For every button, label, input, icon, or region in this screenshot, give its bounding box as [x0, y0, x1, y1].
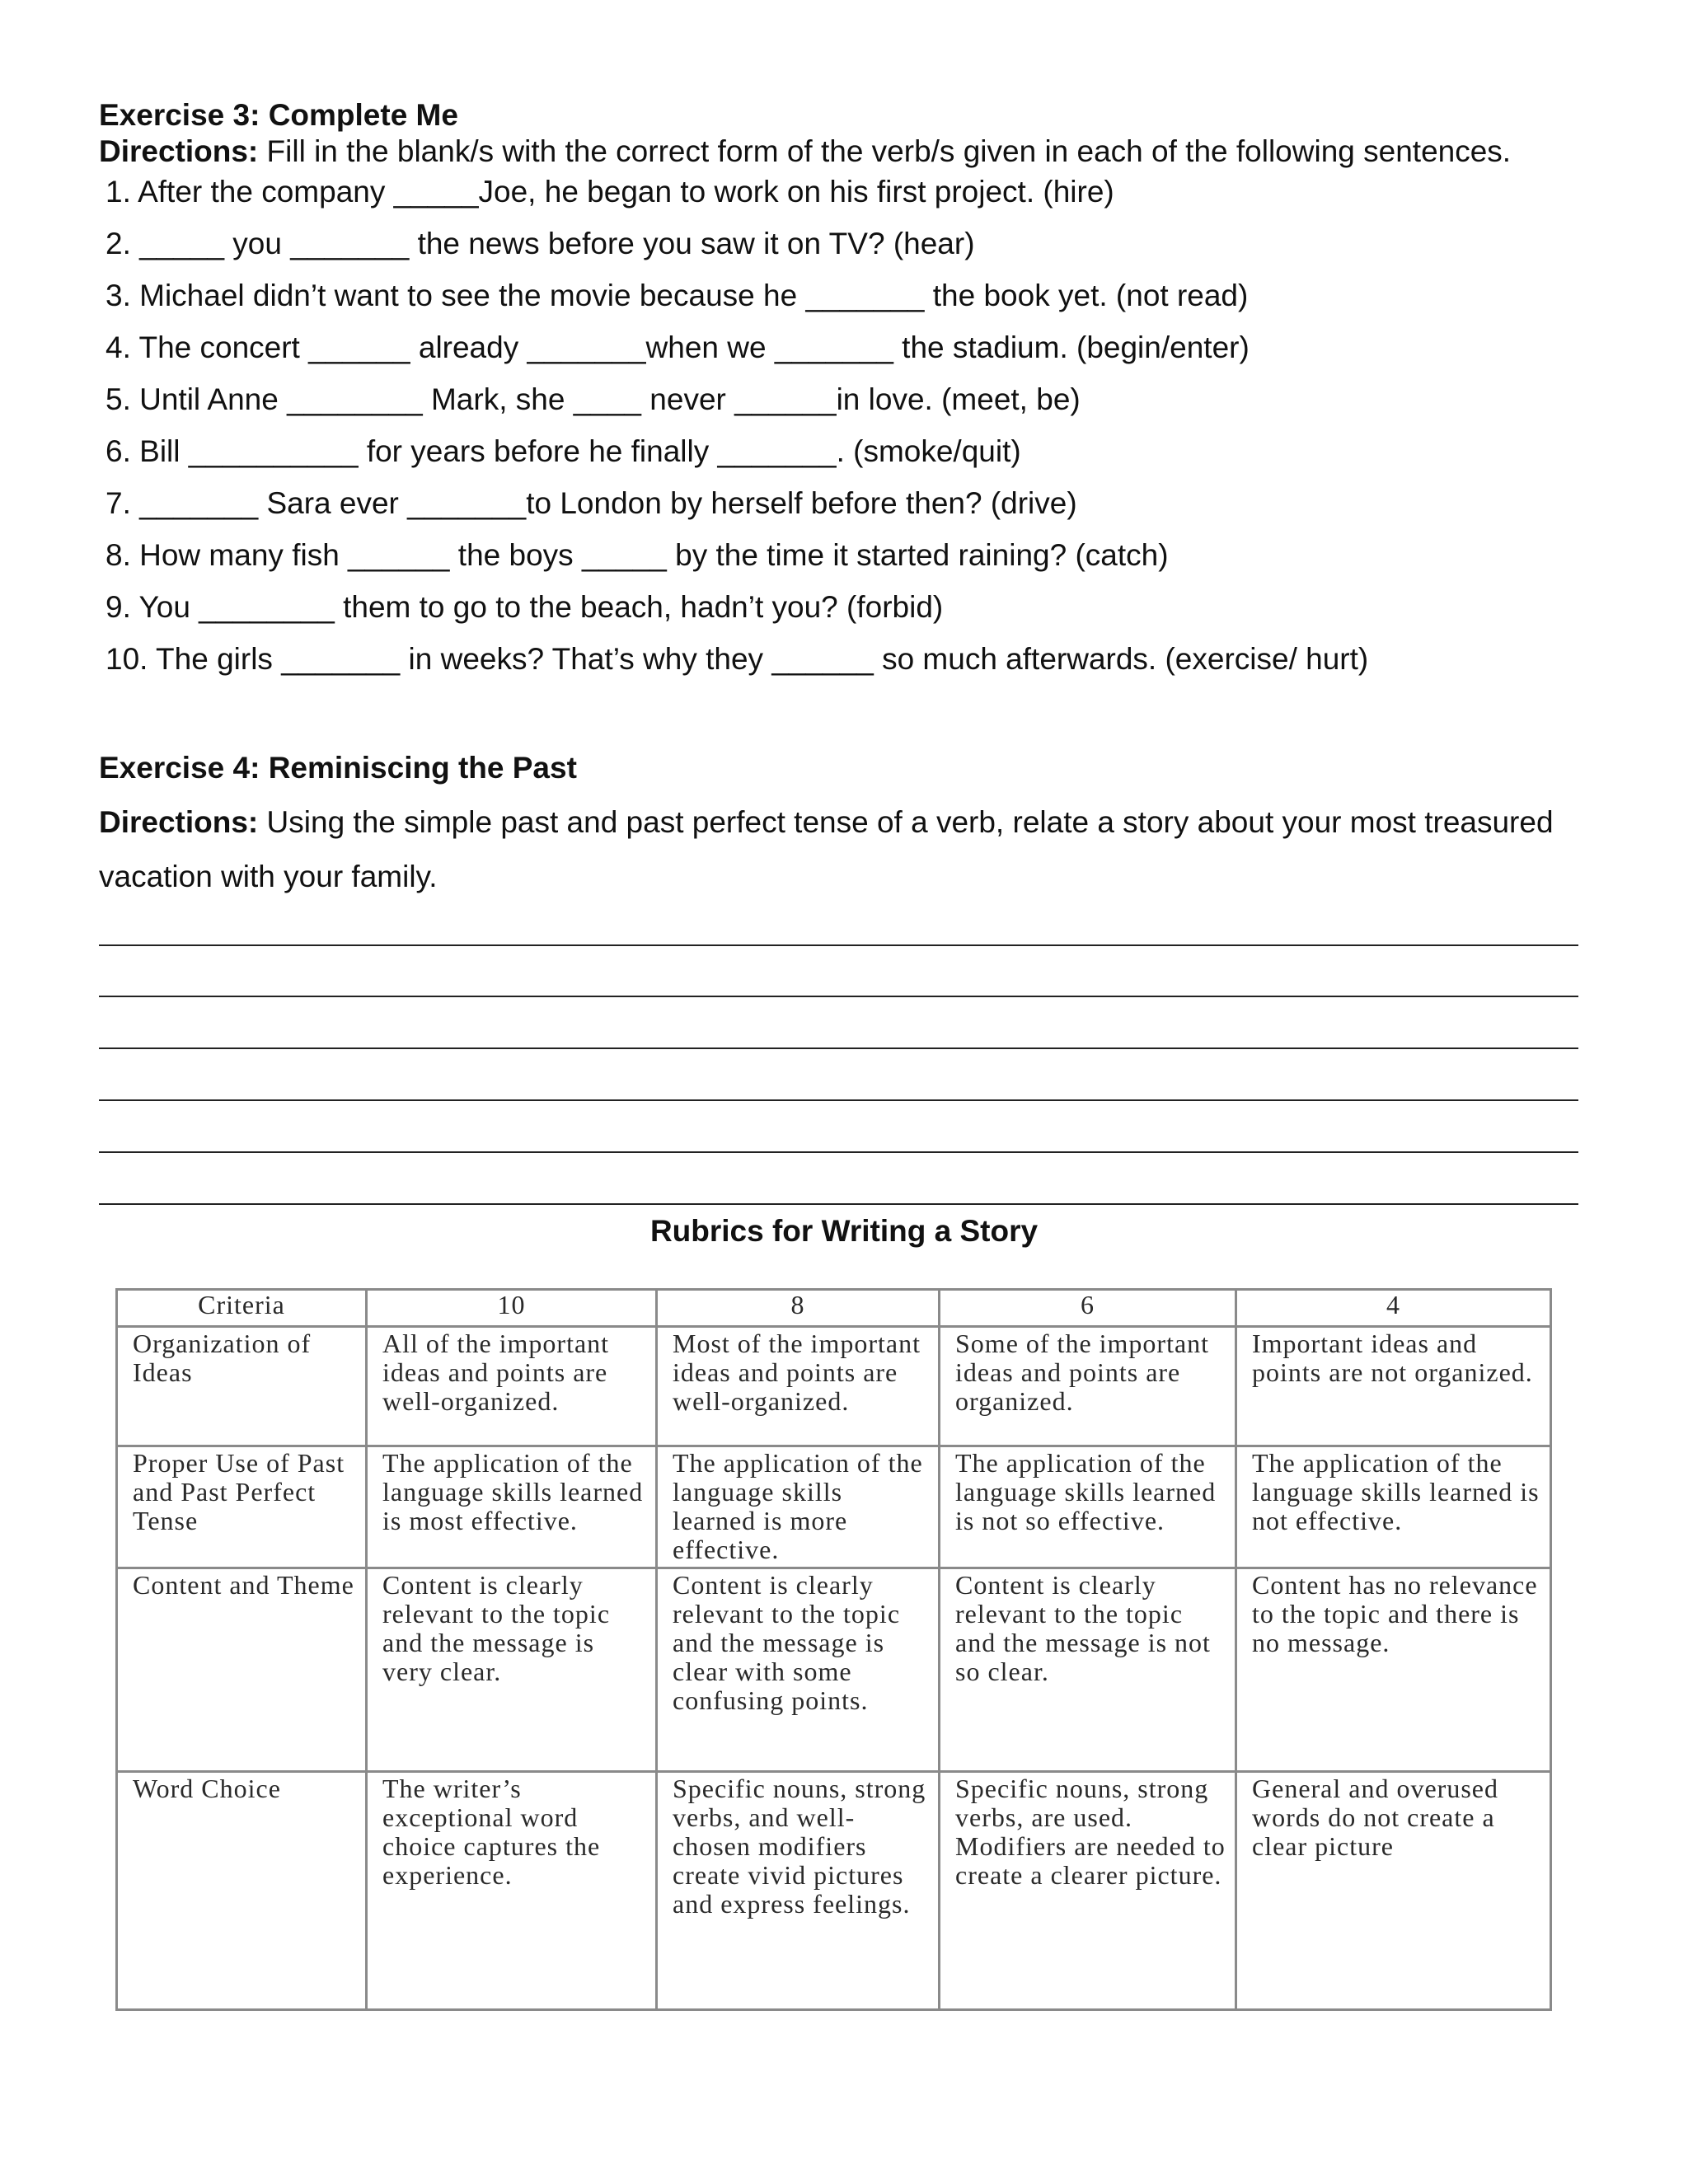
- exercise-item: 6. Bill __________ for years before he finally _______. (smoke/quit): [106, 434, 1021, 468]
- rubric-cell: Specific nouns, strong verbs, are used. Modifiers are needed to create a clearer picture.: [940, 1771, 1236, 2009]
- exercise3-directions-text: Fill in the blank/s with the correct form of the verb/s given in each of the following sentences.: [258, 134, 1512, 168]
- exercise4-directions-label: Directions:: [99, 805, 259, 839]
- rubric-title: Rubrics for Writing a Story: [649, 1214, 1039, 1248]
- rubric-cell: All of the important ideas and points are well-organized.: [367, 1327, 657, 1446]
- rubric-header-criteria: Criteria: [117, 1290, 367, 1327]
- writing-line[interactable]: [99, 1099, 1578, 1101]
- exercise-item: 1. After the company _____Joe, he began to work on his first project. (hire): [106, 175, 1114, 209]
- rubric-cell: The application of the language skills learned is more effective.: [657, 1446, 940, 1568]
- writing-line[interactable]: [99, 1203, 1578, 1205]
- rubric-header-score: 6: [940, 1290, 1236, 1327]
- rubric-cell: The application of the language skills learned is not so effective.: [940, 1446, 1236, 1568]
- exercise4-title: Exercise 4: Reminiscing the Past: [99, 751, 577, 785]
- rubric-cell: Some of the important ideas and points are organized.: [940, 1327, 1236, 1446]
- exercise-item: 8. How many fish ______ the boys _____ by the time it started raining? (catch): [106, 538, 1169, 572]
- rubric-cell: Important ideas and points are not organized.: [1236, 1327, 1551, 1446]
- exercise3-directions: [99, 134, 1511, 170]
- exercise-item: 10. The girls _______ in weeks? That’s why they ______ so much afterwards. (exercise/ hurt): [106, 642, 1369, 676]
- rubric-cell: The application of the language skills learned is most effective.: [367, 1446, 657, 1568]
- exercise-item: 7. _______ Sara ever _______to London by herself before then? (drive): [106, 486, 1077, 520]
- exercise4-directions-text: Using the simple past and past perfect tense of a verb, relate a story about your most treasured vacation with your family.: [99, 805, 1554, 893]
- rubric-row: [117, 1327, 1551, 1446]
- writing-line[interactable]: [99, 996, 1578, 997]
- exercise-item: 2. _____ you _______ the news before you saw it on TV? (hear): [106, 227, 975, 260]
- rubric-cell: Most of the important ideas and points are well-organized.: [657, 1327, 940, 1446]
- rubric-header-score: 8: [657, 1290, 940, 1327]
- exercise-item: 3. Michael didn’t want to see the movie because he _______ the book yet. (not read): [106, 279, 1249, 312]
- exercise4-directions: [99, 795, 1582, 904]
- rubric-row: [117, 1771, 1551, 2009]
- rubric-cell: Content is clearly relevant to the topic and the message is not so clear.: [940, 1568, 1236, 1771]
- rubric-header-score: 4: [1236, 1290, 1551, 1327]
- exercise3-directions-label: Directions:: [99, 134, 259, 168]
- rubric-criterion: Proper Use of Past and Past Perfect Tense: [117, 1446, 367, 1568]
- rubric-criterion: Content and Theme: [117, 1568, 367, 1771]
- exercise3-title: Exercise 3: Complete Me: [99, 98, 458, 132]
- rubric-cell: General and overused words do not create a clear picture: [1236, 1771, 1551, 2009]
- rubric-row: [117, 1568, 1551, 1771]
- rubric-cell: Content is clearly relevant to the topic and the message is very clear.: [367, 1568, 657, 1771]
- writing-line[interactable]: [99, 944, 1578, 946]
- exercise-item: 9. You ________ them to go to the beach, hadn’t you? (forbid): [106, 590, 944, 624]
- writing-line[interactable]: [99, 1151, 1578, 1153]
- rubric-cell: The writer’s exceptional word choice captures the experience.: [367, 1771, 657, 2009]
- rubric-criterion: Organization of Ideas: [117, 1327, 367, 1446]
- rubric-row: [117, 1446, 1551, 1568]
- rubric-cell: Specific nouns, strong verbs, and well-chosen modifiers create vivid pictures and express feelings.: [657, 1771, 940, 2009]
- rubric-cell: The application of the language skills learned is not effective.: [1236, 1446, 1551, 1568]
- exercise-item: 5. Until Anne ________ Mark, she ____ never ______in love. (meet, be): [106, 382, 1081, 416]
- exercise3-items: [106, 169, 1655, 688]
- exercise-item: 4. The concert ______ already _______when we _______ the stadium. (begin/enter): [106, 330, 1250, 364]
- rubric-criterion: Word Choice: [117, 1771, 367, 2009]
- rubric-header-score: 10: [367, 1290, 657, 1327]
- rubric-cell: Content is clearly relevant to the topic and the message is clear with some confusing points.: [657, 1568, 940, 1771]
- rubric-table: [115, 1288, 1552, 2011]
- rubric-cell: Content has no relevance to the topic and there is no message.: [1236, 1568, 1551, 1771]
- rubric-header-row: [117, 1290, 1551, 1327]
- writing-line[interactable]: [99, 1047, 1578, 1049]
